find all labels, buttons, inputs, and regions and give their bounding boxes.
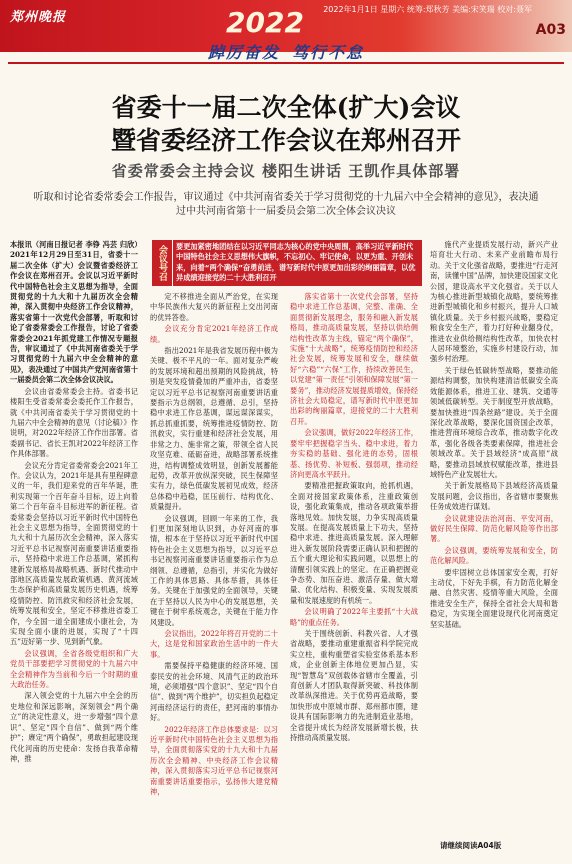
column-3-highlight-1: 落实省第十一次党代会部署，坚持稳中求进工作总基调，完整、准确、全面贯彻新发展理念，服务和融入新发展格局，推动高质量发展，坚持以供给侧结构性改革为主线，锚定“两个确保”，实施“十大战略”，统筹疫情防控和经济社会发展，统筹发展和安全，继续做好“六稳”“六保”工作，持续改善民生，以党建“第一责任”引领和保障发展“第一要务”，推动经济发展提质增效，保持经济社会大局稳定，谱写新时代中原更加出彩的绚丽篇章，迎接党的二十大胜利召开。 (290, 292, 418, 426)
header-divider (8, 62, 564, 64)
column-4-paragraph-1: 施代产业提质发展行动，新兴产业培育壮大行动、未来产业前瞻布局行动。关于文化强省战略，要推进“行走河南，读懂中国”品牌，加快建设国家文化公园，建设高水平文化强省。关于以人为核心推进新型城镇化战略，要统筹推进新型城镇化和乡村振兴，提升人口城镇化质量。关于乡村振兴战略，要稳定粮食安全生产，着力打好种业翻身仗，推进农业供给侧结构性改革，加快农村人居环境整治，实施乡村建设行动，加强乡村治理。 (430, 240, 558, 364)
column-3-highlight-3: 会议明确了2022年主要抓“十大战略”的重点任务。 (290, 607, 418, 627)
column-4-highlight-2: 会议强调，要统筹发展和安全，防范化解风险。 (430, 545, 558, 566)
column-2-highlight-1: 会议充分肯定2021年经济工作成绩。 (150, 324, 278, 344)
year-banner-text: 2022 (226, 6, 304, 39)
column-2-highlight-2: 会议指出，2022年将召开党的二十大，这是党和国家政治生活中的一件大事。 (150, 629, 278, 659)
column-2-paragraph-2: 指出2021年是我省发展历程中极为关键、极不平凡的一年。面对复杂严峻的发展环境和超出预期的风险挑战，特别是突发疫情叠加的严重冲击，省委坚定以习近平总书记视察河南重要讲话重要指示为总纲领，总遵循、总引，坚持稳中求进工作总基调，谋远谋深谋实，抓总抓重抓要，统筹推进疫情防控、防汛救灾，实行重建和经济社会发展，用非常之力、施非常之策，带领全省人民攻坚克难、砥砺奋进，战略部署系统推进，结构调整成效明显，创新发展蓄能起势，改革开放纵深突破，民生保障坚实有力，绿色低碳发展初见成效，经济总体稳中趋稳，匡压前行、结构优化、质量提升。 (150, 346, 278, 512)
column-4-paragraph-2: 关于绿色低碳转型战略，要推动能源结构调整，加快构建清洁低碳安全高效能源体系，推进工业、建筑、交通等领域低碳转型。关于制度型开放战略，要加快推进“四条丝路”建设。关于全面深化改革战略，要深化国资国企改革，推进营商环境综合改革，推动数字化改革，强化各级各类要素保障，推进社会领域改革。关于县域经济“成高原”战略，要推动县域放权赋能改革，推进县域特色产业发展壮大。 (430, 365, 558, 479)
slogan-part-2: 笃行不怠 (292, 43, 365, 62)
subheadline: 省委常委会主持会议 楼阳生讲话 王凯作具体部署 (111, 162, 461, 180)
column-1-highlight: 会议强调，全省各级党组织和广大党员干部要把学习贯彻党的十九届六中全会精神作为当前和今后一个时期的重大政治任务。 (10, 648, 138, 690)
column-4-paragraph-4: 要牢固树立总体国家安全观，打好主动仗，下好先手棋，有力防范化解金融、自然灾害、疫情等重大风险，全面推进安全生产，保持全省社会大局和谐稳定，为实现全面建设现代化河南奠定坚实基础。 (430, 567, 558, 629)
column-3-paragraph-2: 关于围绕创新、科教兴省、人才强省战略，要推动重建重振省科学院完成实立柱，重构重塑省实验室体系基本形成，企业创新主体地位更加凸显，实现“智慧岛”双创载体省辖市全覆盖，引育创新人才团队取得新突破、科技体制改革纵深推进。关于优势再造战略，要加快形成中原城市群、郑州都市圈，建设具有国际影响力的先进制造业基地，全省提升成长为经济发展新增长极，扶持推动高质量发展。 (290, 629, 418, 743)
column-1-paragraph-1: 本报讯（河南日报记者 李铮 冯芸 归欣）2021年12月29日至31日，省委十一届二次全体（扩大）会议暨省委经济工作会议在郑州召开。会议以习近平新时代中国特色社会主义思想为指导，全面贯彻党的十九大和十九届历次全会精神，深入贯彻中央经济工作会议精神，落实省第十一次党代会部署，听取和讨论了省委常委会工作报告，讨论了省委常委会2021年抓党建工作情况专题报告，审议通过了《中共河南省委关于学习贯彻党的十九届六中全会精神的意见》，表决通过了中国共产党河南省第十一届委员会第二次全体会议决议。 (10, 240, 138, 385)
article-column-2 (150, 292, 278, 852)
column-4-highlight-1: 会议就建设法治河南、平安河南，做好民生保障、防范化解风险等作出部署。 (430, 513, 558, 544)
newspaper-logo: 郑州晚报 (10, 10, 67, 25)
column-1-paragraph-4: 深入领会党的十九届六中全会的历史地位和深远影响，深刻领会“两个确立”的决定性意义，进一步增强“四个意识”、坚定“四个自信”、做到“两个维护”；赓定“两个确保”，勇敢担起建设现代化河南的历史使命：发扬自我革命精神，推 (10, 691, 138, 763)
issue-meta: 2022年1月1日 星期六 统筹:郑秋芳 美编:宋笑瑞 校对:聂军 (323, 5, 532, 14)
slogan (0, 40, 572, 63)
meeting-call-tag: 会议号召 (152, 240, 173, 286)
column-1-paragraph-3: 会议充分肯定省委常委会2021年工作。会议认为，2021年是具有里程碑意义的一年，我们迎来党的百年华诞，胜利实现第一个百年奋斗目标，迈上向着第二个百年奋斗目标进军的新征程。省委常委会坚持以习近平新时代中国特色社会主义思想为指导，全面贯彻党的十九大和十九届历次全会精神，深入落实习近平总书记视察河南重要讲话重要指示，坚持稳中求进工作总基调，紧抓构建新发展格局战略机遇、新时代推动中部地区高质量发展政策机遇、黄河流域生态保护和高质量发展历史机遇，统筹疫情防控、防汛救灾和经济社会发展，统筹发展和安全，坚定不移推进省委工作，今全国一道全面建成小康社会，为实现全面小康的进展，实现了“十四五”迈好第一步、见到新气象。 (10, 460, 138, 647)
column-4-paragraph-3: 关于新发展格局下县域经济高质量发展问题，会议指出，各省辖市要聚焦任务成效进行谋划。 (430, 481, 558, 512)
continued-notice[interactable]: 请继续阅读A04版 (440, 841, 502, 850)
column-2-highlight-3: 2022年经济工作总体要求是：以习近平新时代中国特色社会主义思想为指导，全面贯彻落实党的十九大和十九届历次全会精神、中央经济工作会议精神，深入贯彻落实习近平总书记视察河南重要讲话重要指示，弘扬伟大建党精神， (150, 724, 278, 797)
headline-line-1: 省委十一届二次全体(扩大)会议 (111, 93, 461, 122)
column-3-highlight-2: 会议强调，做好2022年经济工作，要牢牢把握稳字当头、稳中求进，着力夯实稳的基础、强化进的态势，固根基、扬优势、补短板、强弱项，推动经济向更高水平跃升。 (290, 428, 418, 479)
column-1-paragraph-2: 会议由省委常委会主持。省委书记楼阳生受省委常委会委托作工作报告，就《中共河南省委关于学习贯彻党的十九届六中全会精神的意见（讨论稿）》作说明，对2022年经济工作作出部署。省委副书记、省长王凯对2022年经济工作作具体部署。 (10, 386, 138, 459)
lead-summary: 听取和讨论省委常委会工作报告，审议通过《中共河南省委关于学习贯彻党的十九届六中全会精神的意见》，表决通过中共河南省第十一届委员会第二次全体会议决议 (33, 192, 539, 217)
column-2-paragraph-4: 需要保持平稳健康的经济环境、国泰民安的社会环境、风清气正的政治环境，必须增强“四个意识”、坚定“四个自信”、做到“两个维护”，切实担负起稳定河南经济运行的责任，把河南的事情办好。 (150, 661, 278, 723)
page-number: A03 (535, 22, 566, 38)
meeting-call-text: 要更加紧密地团结在以习近平同志为核心的党中央周围，高举习近平新时代中国特色社会主义思想伟大旗帜，不忘初心、牢记使命，以更为重、开创未来，向着“两个确保”奋勇前进，谱写新时代中原更加出彩的绚丽篇章，以优异成绩迎接党的二十大胜利召开 (176, 242, 416, 283)
meeting-call-box (152, 240, 422, 286)
column-2-paragraph-1: 定不移推进全面从严治党，在实现中华民族伟大复兴的新征程上交出河南的优异答卷。 (150, 292, 278, 322)
article-column-3 (290, 292, 418, 832)
slogan-part-1: 踔厉奋发 (207, 43, 280, 62)
column-2-paragraph-3: 会议强调，回顾一年来的工作，我们更加深刻地认识到，办好河南的事情，根本在于坚持以习近平新时代中国特色社会主义思想为指导，以习近平总书记视察河南重要讲话重要指示作为总纲领、总遵循，总指引，并实化为做好工作的具体思路、具体举措，具体任务。关键在于加强党的全面领导，关键在于坚持以人民为中心的发展思想，关键在于树牢系统观念，关键在于能力作风建设。 (150, 513, 278, 627)
column-3-paragraph-1: 要精准把握政策取向，抢抓机遇，全面对接国家政策体系，注重政策创设，强化政策集成，推动各项政策举措落地见效。加快发展，力争实现高质量发展。在提高发展质量上下功夫，坚持稳中求进、推进高质量发展。深入理解进入新发展阶段需要正确认识和把握的五个重大理论和实践问题，以思想上的清醒引领实践上的坚定。在正确把握竞争态势、加压奋进、激活存量、做大增量、优化结构、积极变量、实现发展质量和发展速度的有机统一。 (290, 481, 418, 605)
article-column-1 (10, 240, 138, 852)
article-column-4 (430, 240, 558, 838)
headline-line-2: 暨省委经济工作会议在郑州召开 (110, 126, 461, 155)
